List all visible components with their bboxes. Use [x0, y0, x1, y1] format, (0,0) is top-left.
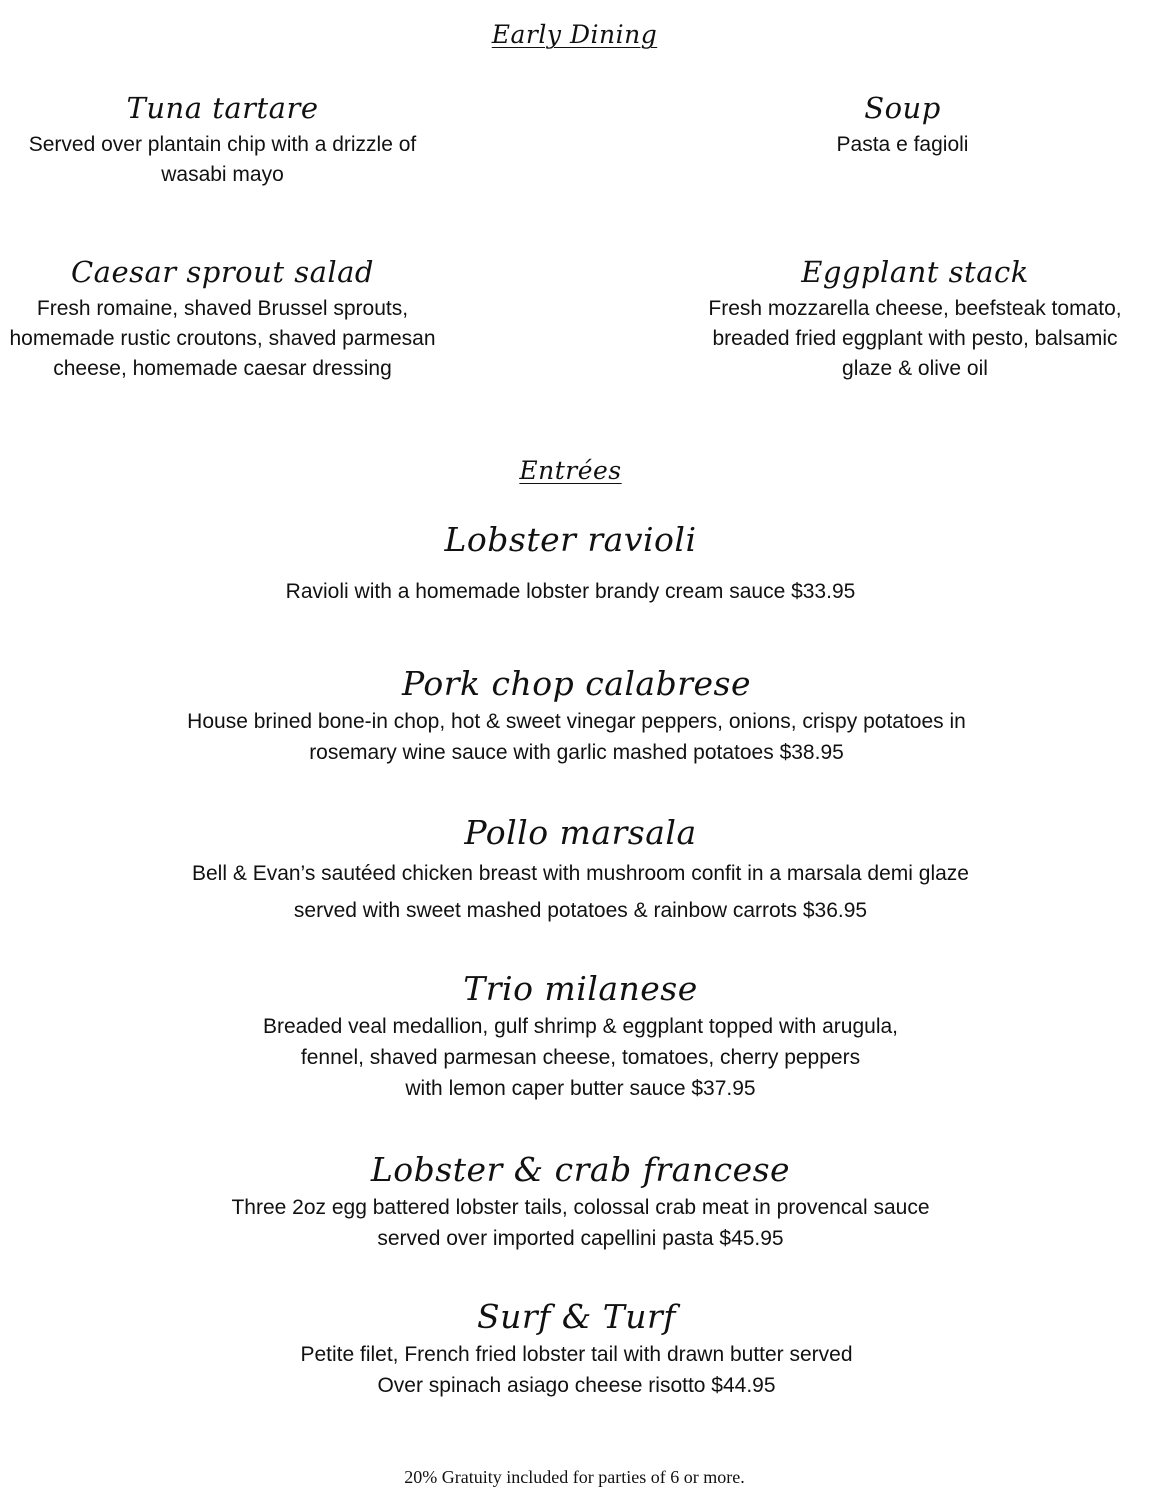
entree-description-line: Ravioli with a homemade lobster brandy cream sauce $33.95: [285, 580, 856, 603]
entree-description-line: rosemary wine sauce with garlic mashed potatoes $38.95: [309, 741, 844, 764]
menu-item-soup: [730, 90, 1075, 160]
entree-description: [6, 855, 1149, 929]
entree-name: Lobster ravioli: [444, 520, 697, 559]
entree-lobster-ravioli: [0, 520, 1145, 607]
entree-name: Trio milanese: [463, 969, 698, 1008]
menu-item-description: Fresh mozzarella cheese, beefsteak tomato, breaded fried eggplant with pesto, balsamic glaze & olive oil: [708, 297, 1122, 380]
entree-description: [0, 576, 1145, 607]
menu-item-name: Tuna tartare: [126, 91, 319, 125]
entree-pollo-marsala: [6, 813, 1149, 929]
menu-item-name: Eggplant stack: [801, 255, 1029, 289]
entree-description-line: with lemon caper butter sauce $37.95: [405, 1077, 756, 1100]
early-dining-heading: Early Dining: [491, 20, 658, 49]
entree-description: [2, 706, 1149, 768]
menu-item-name: Caesar sprout salad: [70, 255, 374, 289]
menu-item-description: Pasta e fagioli: [836, 133, 969, 156]
entree-description: [6, 1192, 1149, 1254]
entree-description-line: House brined bone-in chop, hot & sweet vinegar peppers, onions, crispy potatoes in: [187, 710, 966, 733]
gratuity-note: 20% Gratuity included for parties of 6 or more.: [404, 1467, 745, 1487]
menu-item-tuna-tartare: [0, 90, 445, 190]
entree-description-line: Bell & Evan’s sautéed chicken breast with mushroom confit in a marsala demi glaze: [192, 862, 969, 885]
entree-description-line: served over imported capellini pasta $45.95: [377, 1227, 784, 1250]
entree-description-line: Breaded veal medallion, gulf shrimp & eggplant topped with arugula,: [262, 1015, 899, 1038]
entree-description: [2, 1339, 1149, 1401]
entree-description-line: fennel, shaved parmesan cheese, tomatoes, cherry peppers: [300, 1046, 861, 1069]
entree-description-line: served with sweet mashed potatoes & rainbow carrots $36.95: [293, 899, 868, 922]
entree-lobster-crab-francese: [6, 1150, 1149, 1254]
entree-description-line: Over spinach asiago cheese risotto $44.95: [377, 1374, 776, 1397]
menu-item-eggplant-stack: [690, 254, 1140, 384]
menu-item-description: Served over plantain chip with a drizzle of wasabi mayo: [28, 133, 417, 186]
entree-trio-milanese: [6, 969, 1149, 1104]
entree-description-line: Three 2oz egg battered lobster tails, colossal crab meat in provencal sauce: [231, 1196, 930, 1219]
entree-surf-and-turf: [2, 1297, 1149, 1401]
entree-pork-chop-calabrese: [2, 664, 1149, 768]
entree-name: Pork chop calabrese: [402, 664, 751, 703]
entree-name: Lobster & crab francese: [370, 1150, 791, 1189]
menu-item-description: Fresh romaine, shaved Brussel sprouts, homemade rustic croutons, shaved parmesan cheese, homemade caesar dressing: [9, 297, 436, 380]
menu-item-name: Soup: [864, 91, 941, 125]
entree-name: Surf & Turf: [477, 1297, 676, 1336]
entree-name: Pollo marsala: [464, 813, 697, 852]
entrees-heading: Entrées: [519, 456, 622, 485]
menu-item-caesar-sprout-salad: [5, 254, 440, 384]
entree-description: [6, 1011, 1149, 1104]
entree-description-line: Petite filet, French fried lobster tail with drawn butter served: [300, 1343, 853, 1366]
